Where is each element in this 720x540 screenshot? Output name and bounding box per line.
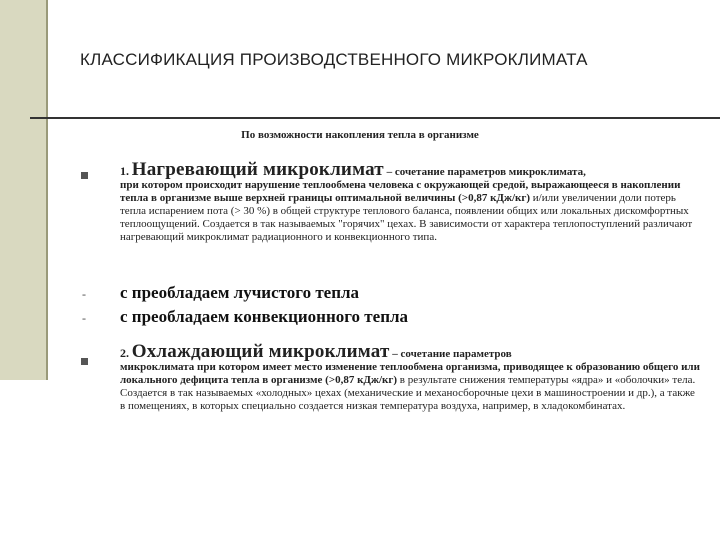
item-lead: Охлаждающий микроклимат (131, 341, 390, 362)
item-heating-microclimate (120, 159, 702, 244)
side-foot (0, 380, 46, 540)
item-number: 2. (120, 346, 129, 360)
subitem-radiant: с преобладаем лучистого тепла (120, 283, 360, 302)
bullet-square-icon (81, 172, 88, 179)
bullet-square-icon (81, 358, 88, 365)
subitem-dash: - (82, 287, 86, 301)
item-lead-rest: – сочетание параметров микроклимата, (383, 166, 586, 178)
subitem-dash: - (82, 311, 86, 325)
slide-title: КЛАССИФИКАЦИЯ ПРОИЗВОДСТВЕННОГО МИКРОКЛИМАТА (80, 50, 588, 69)
item-cooling-microclimate (120, 341, 702, 413)
slide-subtitle: По возможности накопления тепла в организме (241, 129, 479, 141)
item-body-normal: и/или увеличении доли потерь тепла испарением пота (> 30 %) в общей структуре теплового баланса, появлении общих или локальных дискомфортных теплоощущений. Создается в так называемых "горячих" цехах. В зависимости от характера теплопоступлений различают нагревающий микроклимат радиационного и конвекционного типа. (120, 192, 693, 243)
decorative-side-bar (0, 0, 46, 380)
title-divider (30, 117, 720, 119)
item-body-normal: в результате снижения температуры «ядра» и «оболочки» тела. Создается в так называемых «холодных» цехах (механические и механосборочные цехи в машиностроении и др.), а также в помещениях, в которых специально создается низкая температура воздуха, например, в хладокомбинатах. (120, 374, 696, 412)
item-body-bold: микроклимата при котором имеет место изменение теплообмена организма, приводящее к образованию общего или локального дефицита тепла в организме (>0,87 кДж/кг) (120, 361, 700, 386)
item-lead: Нагревающий микроклимат (131, 159, 384, 180)
item-number: 1. (120, 164, 129, 178)
subitem-convective: с преобладаем конвекционного тепла (120, 307, 409, 326)
side-bar-edge (46, 0, 48, 380)
item-lead-rest: – сочетание параметров (389, 348, 512, 360)
item-body-bold: при котором происходит нарушение теплообмена человека с окружающей средой, выражающееся в накоплении тепла в организме выше верхней границы оптимальной величины (>0,87 кДж/кг) (120, 179, 681, 204)
